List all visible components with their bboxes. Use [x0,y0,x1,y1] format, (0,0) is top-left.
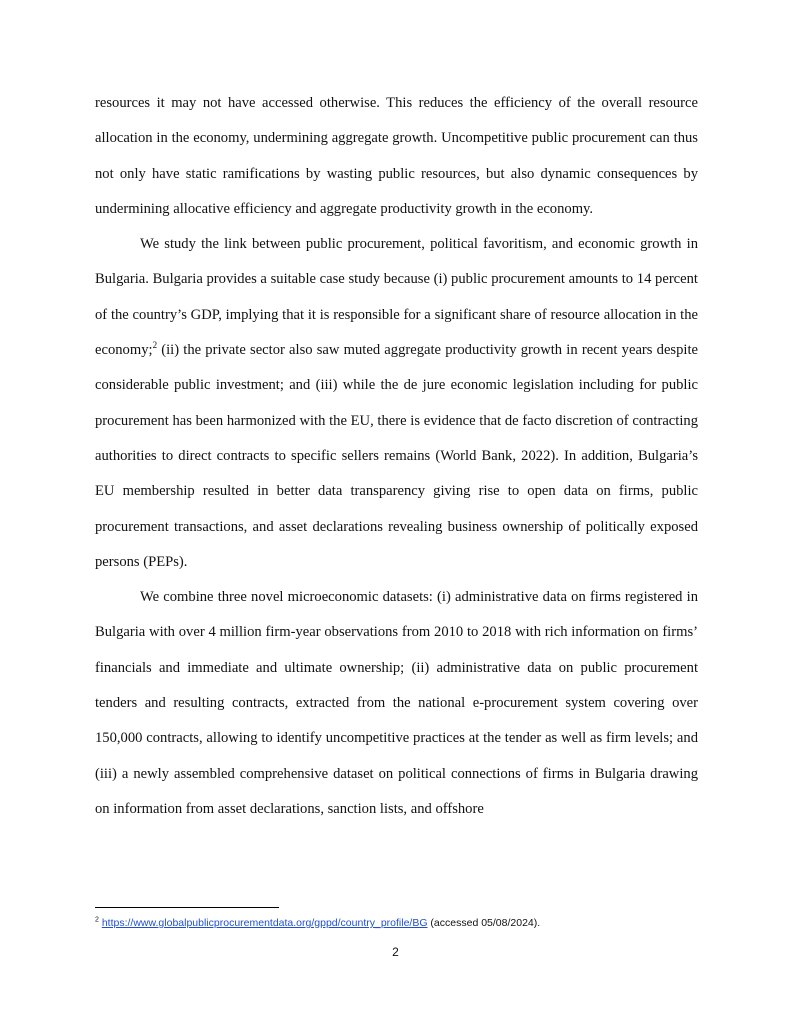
paragraph-3 [95,580,698,827]
footnote-reference-marker: 2 [152,340,158,351]
paragraph-1 [95,86,698,227]
body-text [95,86,698,827]
footnote-suffix: (accessed 05/08/2024). [427,917,541,929]
paragraph-1-text: resources it may not have accessed otherwise. This reduces the efficiency of the overall resource allocation in the economy, undermining aggregate growth. Uncompetitive public procurement can thus not only have static ramifications by wasting public resources, but also dynamic consequences by undermining allocative efficiency and aggregate productivity growth in the economy. [95,95,698,217]
footnote-marker: 2 [95,916,99,924]
paragraph-2-text-before-note: We study the link between public procurement, political favoritism, and economic growth in Bulgaria. Bulgaria provides a suitable case study because (i) public procurement amounts to 14 percent of the country’s GDP, implying that it is responsible for a significant share of resource allocation in the economy; [95,236,698,359]
footnote [95,916,698,930]
page-number: 2 [392,945,399,959]
paragraph-3-text: We combine three novel microeconomic datasets: (i) administrative data on firms registered in Bulgaria with over 4 million firm-year observations from 2010 to 2018 with rich information on firms’ financials and immediate and ultimate ownership; (ii) administrative data on public procurement tenders and resulting contracts, extracted from the national e-procurement system covering over 150,000 contracts, allowing to identify uncompetitive practices at the tender as well as firm levels; and (iii) a newly assembled comprehensive dataset on political connections of firms in Bulgaria drawing on information from asset declarations, sanction lists, and offshore [95,589,698,817]
footnote-link[interactable]: https://www.globalpublicprocurementdata.org/gppd/country_profile/BG [101,917,428,929]
paragraph-2 [95,227,698,580]
footnote-separator [95,907,279,908]
paragraph-2-text-after-note: (ii) the private sector also saw muted aggregate productivity growth in recent years despite considerable public investment; and (iii) while the de jure economic legislation including for public procurement has been harmonized with the EU, there is evidence that de facto discretion of contracting authorities to direct contracts to specific sellers remains (World Bank, 2022). In addition, Bulgaria’s EU membership resulted in better data transparency giving rise to open data on firms, public procurement transactions, and asset declarations revealing business ownership of politically exposed persons (PEPs). [95,342,698,570]
